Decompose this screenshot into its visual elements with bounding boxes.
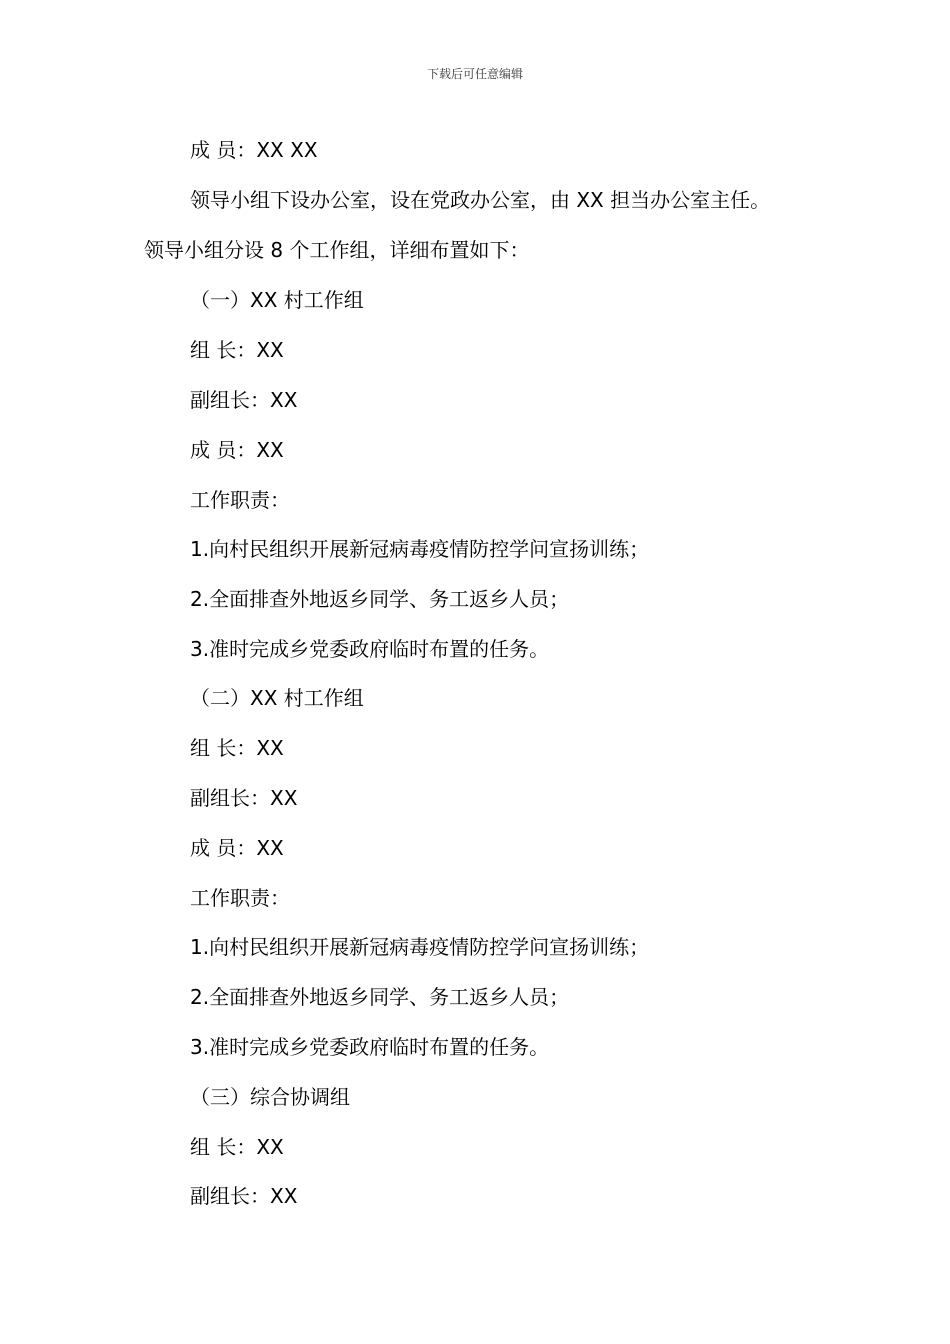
group-leader-2: 组 长：XX — [190, 736, 284, 760]
group-heading-3: （三）综合协调组 — [190, 1085, 350, 1109]
group-member-2: 成 员：XX — [190, 836, 284, 860]
office-paragraph-line2: 领导小组分设 8 个工作组，详细布置如下： — [144, 238, 530, 262]
duty-item-2-2: 2.全面排查外地返乡同学、务工返乡人员； — [190, 985, 570, 1009]
member-line-leadership: 成 员：XX XX — [190, 138, 318, 162]
duties-label-2: 工作职责： — [190, 886, 290, 910]
duty-item-1-1: 1.向村民组织开展新冠病毒疫情防控学问宣扬训练； — [190, 537, 650, 561]
group-leader-1: 组 长：XX — [190, 338, 284, 362]
group-leader-3: 组 长：XX — [190, 1135, 284, 1159]
group-deputy-1: 副组长：XX — [190, 388, 298, 412]
duties-label-1: 工作职责： — [190, 488, 290, 512]
duty-item-1-2: 2.全面排查外地返乡同学、务工返乡人员； — [190, 587, 570, 611]
group-deputy-3: 副组长：XX — [190, 1184, 298, 1208]
group-deputy-2: 副组长：XX — [190, 786, 298, 810]
group-member-1: 成 员：XX — [190, 438, 284, 462]
duty-item-2-1: 1.向村民组织开展新冠病毒疫情防控学问宣扬训练； — [190, 935, 650, 959]
group-heading-1: （一）XX 村工作组 — [190, 288, 364, 312]
duty-item-1-3: 3.准时完成乡党委政府临时布置的任务。 — [190, 637, 550, 661]
office-paragraph-line1: 领导小组下设办公室，设在党政办公室，由 XX 担当办公室主任。 — [190, 188, 771, 212]
duty-item-2-3: 3.准时完成乡党委政府临时布置的任务。 — [190, 1035, 550, 1059]
page-header: 下载后可任意编辑 — [426, 67, 523, 81]
group-heading-2: （二）XX 村工作组 — [190, 686, 364, 710]
